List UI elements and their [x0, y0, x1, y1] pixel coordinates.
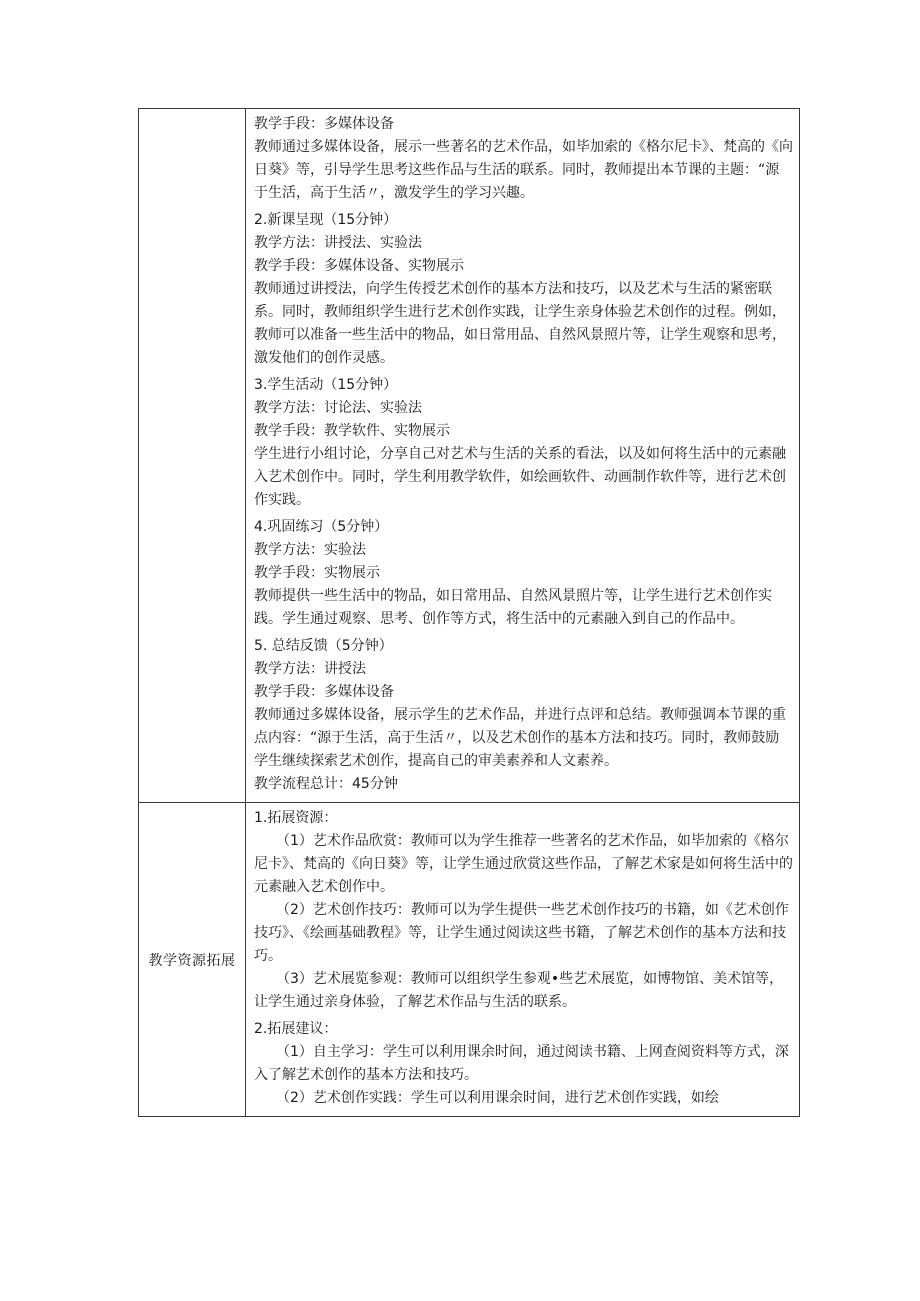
resource-extension-content [246, 803, 799, 1116]
paragraph: 教学手段：实物展示 [254, 565, 380, 581]
section-heading: 3.学生活动（15分钟） [254, 377, 398, 393]
teaching-process-cell [246, 109, 800, 803]
paragraph: 教学方法：讲授法 [254, 661, 366, 677]
section-heading: 5. 总结反馈（5分钟） [254, 638, 393, 654]
table-row [139, 803, 800, 1117]
row-label-cell [139, 109, 246, 803]
lesson-plan-table [138, 108, 800, 1117]
paragraph: 教学手段：教学软件、实物展示 [254, 423, 450, 439]
paragraph: 教学手段：多媒体设备、实物展示 [254, 258, 464, 274]
paragraph: 教学方法：讲授法、实验法 [254, 235, 422, 251]
paragraph: 教学手段：多媒体设备 [254, 116, 394, 132]
paragraph: 教学流程总计：45分钟 [254, 776, 398, 792]
paragraph: 教师提供一些生活中的物品，如日常用品、自然风景照片等，让学生进行艺术创作实践。学生通过观察、思考、创作等方式，将生活中的元素融入到自己的作品中。 [254, 588, 772, 627]
paragraph: 教师通过多媒体设备，展示一些著名的艺术作品，如毕加索的《格尔尼卡》、梵高的《向日葵》等，引导学生思考这些作品与生活的联系。同时，教师提出本节课的主题：“源于生活，高于生活〃，激发学生的学习兴趣。 [254, 139, 793, 201]
table-row [139, 109, 800, 803]
paragraph: （1）自主学习：学生可以利用课余时间，通过阅读书籍、上网查阅资料等方式，深入了解艺术创作的基本方法和技巧。 [254, 1044, 789, 1083]
paragraph: （2）艺术创作实践：学生可以利用课余时间，进行艺术创作实践，如绘 [276, 1090, 719, 1106]
paragraph: （1）艺术作品欣赏：教师可以为学生推荐一些著名的艺术作品，如毕加索的《格尔尼卡》、梵高的《向日葵》等，让学生通过欣赏这些作品，了解艺术家是如何将生活中的元素融入艺术创作中。 [254, 833, 793, 895]
section-heading: 2.拓展建议： [254, 1021, 338, 1037]
teaching-process-content [246, 109, 799, 802]
resource-extension-label: 教学资源拓展 [139, 803, 246, 1117]
paragraph: （3）艺术展览参观：教师可以组织学生参观•些艺术展览，如博物馆、美术馆等，让学生通过亲身体验，了解艺术作品与生活的联系。 [254, 971, 784, 1010]
paragraph: （2）艺术创作技巧：教师可以为学生提供一些艺术创作技巧的书籍，如《艺术创作技巧》、《绘画基础教程》等，让学生通过阅读这些书籍，了解艺术创作的基本方法和技巧。 [254, 902, 789, 964]
section-heading: 4.巩固练习（5分钟） [254, 519, 389, 535]
paragraph: 教师通过多媒体设备，展示学生的艺术作品，并进行点评和总结。教师强调本节课的重点内容：“源于生活，高于生活〃，以及艺术创作的基本方法和技巧。同时，教师鼓励学生继续探索艺术创作，提高自己的审美素养和人文素养。 [254, 707, 786, 769]
resource-extension-cell [246, 803, 800, 1117]
section-heading: 2.新课呈现（15分钟） [254, 212, 398, 228]
paragraph: 教学手段：多媒体设备 [254, 684, 394, 700]
section-heading: 1.拓展资源： [254, 810, 338, 826]
paragraph: 教学方法：实验法 [254, 542, 366, 558]
paragraph: 学生进行小组讨论，分享自己对艺术与生活的关系的看法，以及如何将生活中的元素融入艺术创作中。同时，学生利用教学软件，如绘画软件、动画制作软件等，进行艺术创作实践。 [254, 446, 786, 508]
paragraph: 教师通过讲授法，向学生传授艺术创作的基本方法和技巧，以及艺术与生活的紧密联系。同时，教师组织学生进行艺术创作实践，让学生亲身体验艺术创作的过程。例如，教师可以准备一些生活中的物品，如日常用品、自然风景照片等，让学生观察和思考，激发他们的创作灵感。 [254, 281, 786, 366]
paragraph: 教学方法：讨论法、实验法 [254, 400, 422, 416]
